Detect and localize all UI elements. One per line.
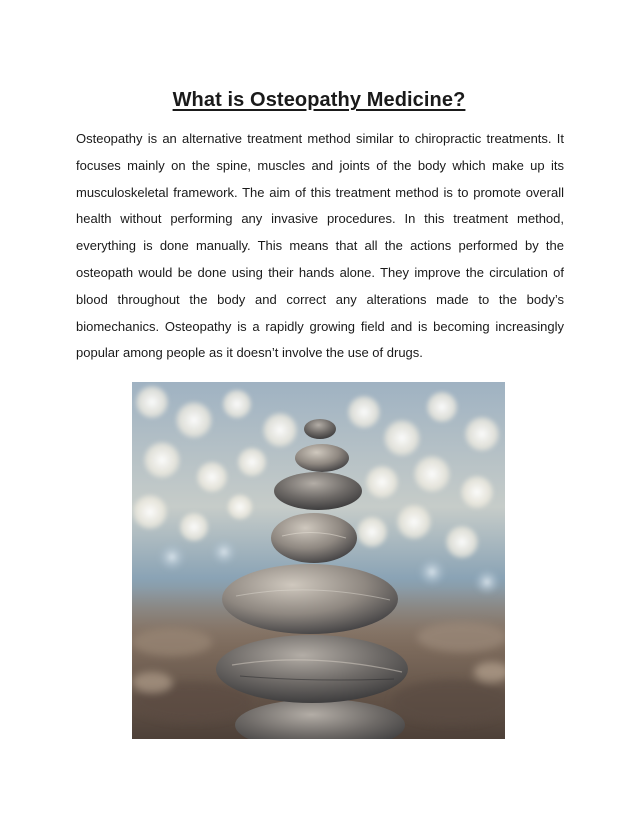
stacked-stones-illustration bbox=[132, 382, 505, 739]
page-title: What is Osteopathy Medicine? bbox=[172, 89, 466, 112]
stacked-stones-photo bbox=[132, 382, 505, 739]
body-paragraph: Osteopathy is an alternative treatment method similar to chiropractic treatments. It focuses mainly on the spine, muscles and joints of the body which make up its musculoskeletal framework. The aim of this treatment method is to promote overall health without performing any invasive procedures. In this treatment method, everything is done manually. This means that all the actions performed by the osteopath would be done using their hands alone. They improve the circulation of blood throughout the body and correct any alterations made to the body’s biomechanics. Osteopathy is a rapidly growing field and is becoming increasingly popular among people as it doesn’t involve the use of drugs. bbox=[76, 131, 564, 361]
